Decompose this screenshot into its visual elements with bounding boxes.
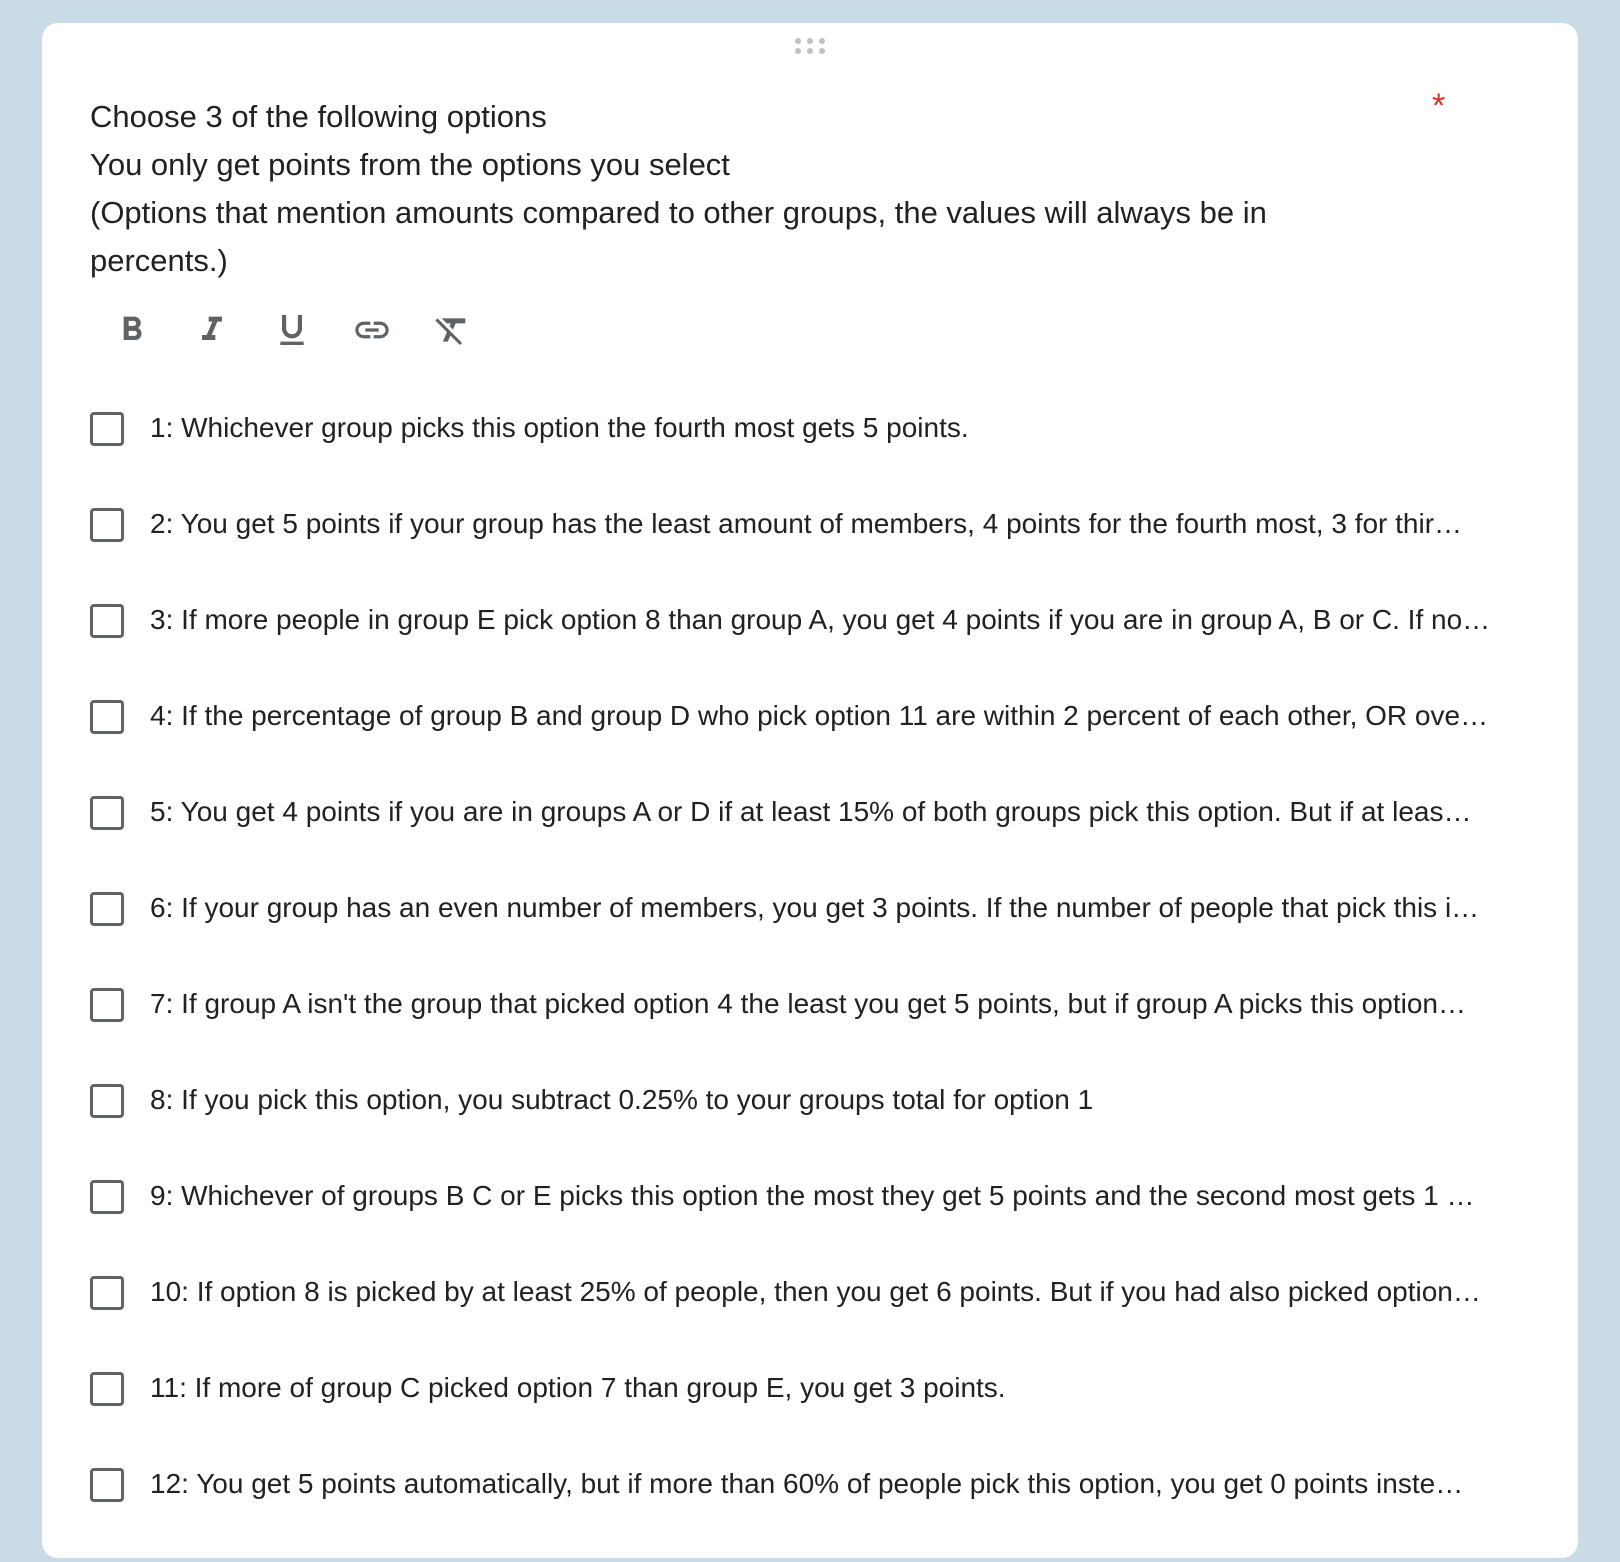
formatting-toolbar [108, 305, 508, 355]
option-checkbox[interactable] [90, 892, 124, 926]
question-line: You only get points from the options you select [90, 147, 730, 182]
option-checkbox[interactable] [90, 508, 124, 542]
bold-icon [112, 310, 152, 350]
option-checkbox[interactable] [90, 604, 124, 638]
option-item[interactable] [90, 1366, 1578, 1462]
option-item[interactable] [90, 982, 1578, 1078]
option-item[interactable] [90, 1078, 1578, 1174]
option-label: 7: If group A isn't the group that picked option 4 the least you get 5 points, but if group A picks this option… [150, 988, 1466, 1019]
question-line: percents.) [90, 243, 228, 278]
option-item[interactable] [90, 790, 1578, 886]
option-label: 12: You get 5 points automatically, but if more than 60% of people pick this option, you get 0 points inste… [150, 1468, 1464, 1499]
option-item[interactable] [90, 1462, 1578, 1558]
option-label: 3: If more people in group E pick option 8 than group A, you get 4 points if you are in group A, B or C. If no… [150, 604, 1491, 635]
option-item[interactable] [90, 598, 1578, 694]
clear-formatting-icon [432, 310, 472, 350]
option-item[interactable] [90, 1270, 1578, 1366]
drag-handle-icon[interactable] [794, 37, 826, 55]
italic-icon [192, 310, 232, 350]
option-item[interactable] [90, 406, 1578, 502]
question-line: (Options that mention amounts compared to other groups, the values will always be in [90, 195, 1267, 230]
underline-button[interactable] [268, 306, 316, 354]
option-item[interactable] [90, 886, 1578, 982]
question-line: Choose 3 of the following options [90, 99, 547, 134]
option-checkbox[interactable] [90, 1468, 124, 1502]
required-marker: * [1432, 87, 1446, 125]
bold-button[interactable] [108, 306, 156, 354]
clear-formatting-button[interactable] [428, 306, 476, 354]
question-card [42, 23, 1578, 1558]
underline-icon [272, 310, 312, 350]
question-title[interactable] [90, 93, 1380, 285]
option-checkbox[interactable] [90, 1084, 124, 1118]
option-label: 5: You get 4 points if you are in groups A or D if at least 15% of both groups pick this option. But if at leas… [150, 796, 1472, 827]
option-item[interactable] [90, 1174, 1578, 1270]
option-label: 6: If your group has an even number of members, you get 3 points. If the number of people that pick this i… [150, 892, 1480, 923]
option-checkbox[interactable] [90, 412, 124, 446]
option-checkbox[interactable] [90, 988, 124, 1022]
option-label: 8: If you pick this option, you subtract 0.25% to your groups total for option 1 [150, 1084, 1094, 1115]
option-checkbox[interactable] [90, 796, 124, 830]
link-button[interactable] [348, 306, 396, 354]
option-item[interactable] [90, 694, 1578, 790]
option-label: 4: If the percentage of group B and group D who pick option 11 are within 2 percent of each other, OR ove… [150, 700, 1489, 731]
option-checkbox[interactable] [90, 1276, 124, 1310]
option-checkbox[interactable] [90, 1180, 124, 1214]
option-label: 10: If option 8 is picked by at least 25% of people, then you get 6 points. But if you had also picked option… [150, 1276, 1481, 1307]
italic-button[interactable] [188, 306, 236, 354]
option-label: 1: Whichever group picks this option the fourth most gets 5 points. [150, 412, 969, 443]
option-checkbox[interactable] [90, 700, 124, 734]
link-icon [352, 310, 392, 350]
options-list [90, 406, 1578, 1558]
option-label: 2: You get 5 points if your group has the least amount of members, 4 points for the fourth most, 3 for thir… [150, 508, 1463, 539]
option-item[interactable] [90, 502, 1578, 598]
option-label: 9: Whichever of groups B C or E picks this option the most they get 5 points and the second most gets 1 … [150, 1180, 1475, 1211]
option-label: 11: If more of group C picked option 7 than group E, you get 3 points. [150, 1372, 1006, 1403]
option-checkbox[interactable] [90, 1372, 124, 1406]
